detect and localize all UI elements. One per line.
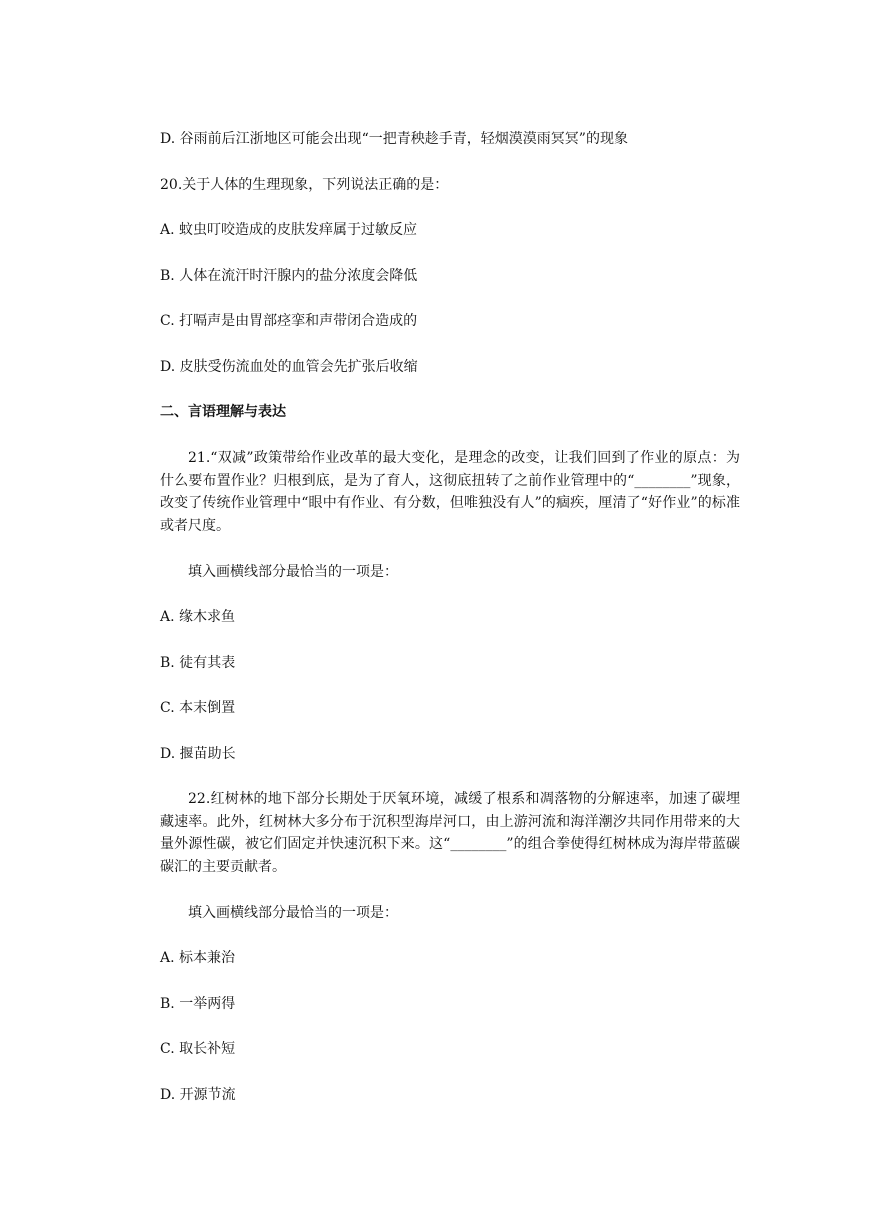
q22-option-c: C. 取长补短 — [160, 1041, 236, 1057]
q22-prompt: 填入画横线部分最恰当的一项是： — [188, 905, 398, 921]
q21-stem: 21.“双减”政策带给作业改革的最大变化，是理念的改变，让我们回到了作业的原点：为什么要布置作业？归根到底，是为了育人，这彻底扭转了之前作业管理中的“________”现象，改变了传统作业管理中“眼中有作业、有分数，但唯独没有人”的痼疾，厘清了“好作业”的标准或者尺度。 — [160, 450, 740, 534]
q20-option-d: D. 皮肤受伤流血处的血管会先扩张后收缩 — [160, 359, 418, 375]
q22-option-d: D. 开源节流 — [160, 1087, 236, 1103]
q19-option-d: D. 谷雨前后江浙地区可能会出现“一把青秧趁手青，轻烟漠漠雨冥冥”的现象 — [160, 131, 628, 147]
q20-option-a: A. 蚊虫叮咬造成的皮肤发痒属于过敏反应 — [160, 222, 418, 238]
q22-stem: 22.红树林的地下部分长期处于厌氧环境，减缓了根系和凋落物的分解速率，加速了碳埋藏速率。此外，红树林大多分布于沉积型海岸河口，由上游河流和海洋潮汐共同作用带来的大量外源性碳，被它们固定并快速沉积下来。这“________”的组合拳使得红树林成为海岸带蓝碳碳汇的主要贡献者。 — [160, 791, 740, 875]
q21-prompt: 填入画横线部分最恰当的一项是： — [188, 564, 398, 580]
q21-option-b: B. 徒有其表 — [160, 655, 236, 671]
q20-stem: 20.关于人体的生理现象，下列说法正确的是： — [160, 177, 449, 193]
q21-option-c: C. 本末倒置 — [160, 700, 236, 716]
q22-option-a: A. 标本兼治 — [160, 950, 236, 966]
q22-option-b: B. 一举两得 — [160, 996, 236, 1012]
q20-option-c: C. 打嗝声是由胃部痉挛和声带闭合造成的 — [160, 313, 418, 329]
q21-option-a: A. 缘木求鱼 — [160, 609, 236, 625]
q21-option-d: D. 揠苗助长 — [160, 746, 236, 762]
q20-option-b: B. 人体在流汗时汗腺内的盐分浓度会降低 — [160, 268, 418, 284]
section-heading: 二、言语理解与表达 — [160, 404, 286, 420]
